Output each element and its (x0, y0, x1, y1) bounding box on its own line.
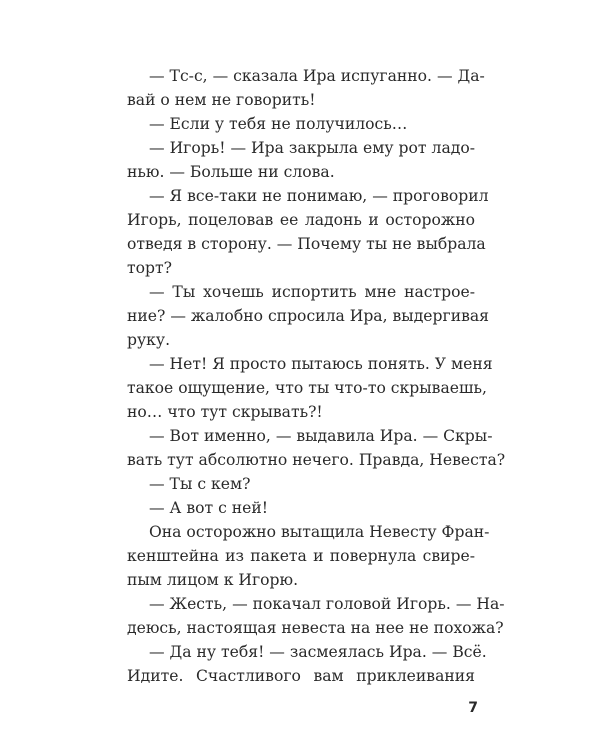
text-line: Идите. Счастливого вам приклеивания (127, 667, 475, 685)
text-line: — Я все-таки не понимаю, — проговорил (149, 187, 489, 205)
text-line: — Ты с кем? (149, 475, 251, 493)
text-line: торт? (127, 259, 172, 277)
text-line: — Жесть, — покачал головой Игорь. — На- (149, 595, 505, 613)
text-line: — А вот с ней! (149, 499, 269, 517)
text-line: вай о нем не говорить! (127, 91, 316, 109)
text-line: ние? — жалобно спросила Ира, выдергивая (127, 307, 489, 325)
text-line: — Если у тебя не получилось… (149, 115, 408, 133)
text-line: отведя в сторону. — Почему ты не выбрала (127, 235, 486, 253)
text-line: — Вот именно, — выдавила Ира. — Скры- (149, 427, 493, 445)
text-line: руку. (127, 331, 171, 349)
text-line: такое ощущение, что ты что-то скрываешь, (127, 379, 487, 397)
text-line: нью. — Больше ни слова. (127, 163, 335, 181)
text-line: деюсь, настоящая невеста на нее не похожа? (127, 619, 504, 637)
page-number: 7 (468, 700, 478, 716)
text-line: Она осторожно вытащила Невесту Фран- (149, 523, 490, 541)
text-line: но… что тут скрывать?! (127, 403, 323, 421)
text-line: — Ты хочешь испортить мне настрое- (149, 283, 475, 301)
text-line: — Тс-с, — сказала Ира испуганно. — Да- (149, 67, 485, 85)
text-line: — Игорь! — Ира закрыла ему рот ладо- (149, 139, 475, 157)
text-line: вать тут абсолютно нечего. Правда, Невеста? (127, 451, 506, 469)
text-line: Игорь, поцеловав ее ладонь и осторожно (127, 211, 475, 229)
text-line: кенштейна из пакета и повернула свире- (127, 547, 475, 565)
text-line: пым лицом к Игорю. (127, 571, 299, 589)
text-line: — Да ну тебя! — засмеялась Ира. — Всё. (149, 643, 487, 661)
text-line: — Нет! Я просто пытаюсь понять. У меня (149, 355, 493, 373)
body-text (127, 64, 506, 688)
